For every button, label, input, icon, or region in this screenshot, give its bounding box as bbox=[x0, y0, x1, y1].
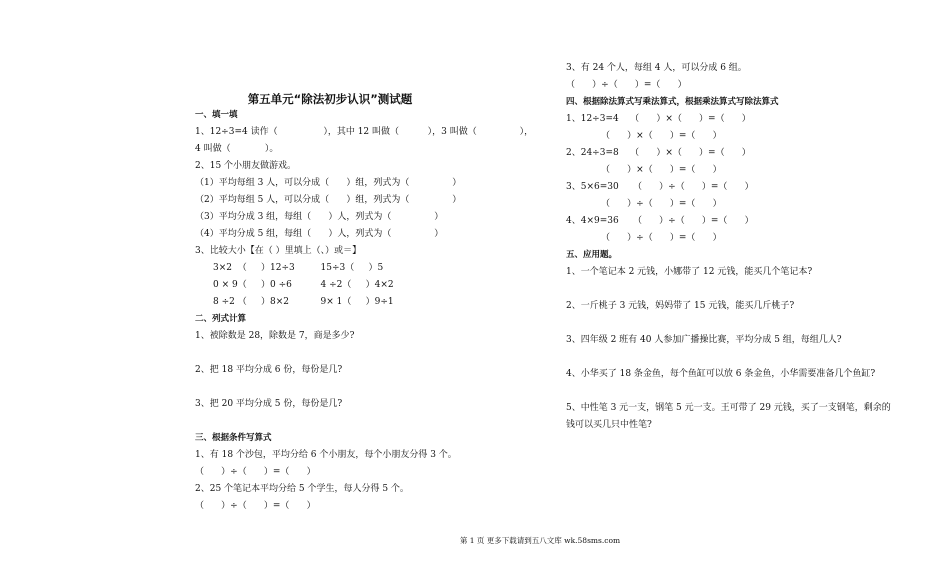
section-heading-fill-in: 一、填一填 bbox=[195, 110, 238, 120]
question-line: 3、比较大小【在（ ）里填上（、）或＝】 bbox=[195, 246, 362, 256]
section-heading-convert: 四、根据除法算式写乘法算式，根据乘法算式写除法算式 bbox=[566, 97, 779, 107]
question-line: 1、12÷3=4 读作（ ），其中 12 叫做（ ），3 叫做（ ）， bbox=[195, 127, 534, 137]
question-line: （2）平均每组 5 人，可以分成（ ）组，列式为（ ） bbox=[195, 195, 462, 205]
question-line: （4）平均分成 5 组，每组（ ）人，列式为（ ） bbox=[195, 229, 444, 239]
question-line: 2、15 个小朋友做游戏。 bbox=[195, 161, 297, 171]
page-footer: 第 1 页 更多下载请到五八文库 wk.58sms.com bbox=[459, 536, 621, 545]
section-heading-write-expression: 三、根据条件写算式 bbox=[195, 433, 272, 443]
question-line: 3、5×6=30 （ ）÷（ ）=（ ） bbox=[566, 182, 754, 192]
right-column bbox=[566, 63, 896, 431]
question-line: 1、有 18 个沙包，平均分给 6 个小朋友，每个小朋友分得 3 个。 bbox=[195, 450, 457, 460]
answer-line: （ ）×（ ）=（ ） bbox=[601, 165, 722, 175]
question-line: 钱可以买几只中性笔? bbox=[566, 420, 652, 430]
question-line: 1、一个笔记本 2 元钱，小娜带了 12 元钱，能买几个笔记本? bbox=[566, 267, 813, 277]
section-heading-word-problems: 五、应用题。 bbox=[566, 250, 618, 260]
answer-line: （ ）÷（ ）=（ ） bbox=[195, 501, 316, 511]
compare-line: 0 × 9（ ）0 ÷6 4 ÷2（ ）4×2 bbox=[213, 280, 394, 290]
answer-line: （ ）÷（ ）=（ ） bbox=[566, 80, 687, 90]
question-line: 2、24÷3=8 （ ）×（ ）=（ ） bbox=[566, 148, 751, 158]
question-line: 5、中性笔 3 元一支，钢笔 5 元一支。王可带了 29 元钱，买了一支钢笔，剩余的 bbox=[566, 403, 891, 413]
answer-line: （ ）÷（ ）=（ ） bbox=[195, 467, 316, 477]
answer-line: （ ）÷（ ）=（ ） bbox=[601, 233, 722, 243]
left-column bbox=[195, 92, 535, 512]
question-line: 1、12÷3=4 （ ）×（ ）=（ ） bbox=[566, 114, 751, 124]
question-line: 2、25 个笔记本平均分给 5 个学生，每人分得 5 个。 bbox=[195, 484, 409, 494]
question-line: 2、一斤桃子 3 元钱，妈妈带了 15 元钱，能买几斤桃子? bbox=[566, 301, 795, 311]
question-line: （3）平均分成 3 组，每组（ ）人，列式为（ ） bbox=[195, 212, 444, 222]
section-heading-calc: 二、列式计算 bbox=[195, 314, 247, 324]
question-line: 1、被除数是 28，除数是 7，商是多少? bbox=[195, 331, 355, 341]
compare-line: 8 ÷2 （ ）8×2 9× 1（ ）9÷1 bbox=[213, 297, 394, 307]
question-line: 4 叫做（ ）。 bbox=[195, 144, 279, 154]
question-line: 2、把 18 平均分成 6 份，每份是几? bbox=[195, 365, 343, 375]
question-line: 3、把 20 平均分成 5 份，每份是几? bbox=[195, 399, 343, 409]
compare-line: 3×2 （ ）12÷3 15÷3（ ）5 bbox=[213, 263, 384, 273]
page-title: 第五单元“除法初步认识”测试题 bbox=[247, 92, 413, 106]
answer-line: （ ）÷（ ）=（ ） bbox=[601, 199, 722, 209]
question-line: 4、4×9=36 （ ）÷（ ）=（ ） bbox=[566, 216, 754, 226]
question-line: （1）平均每组 3 人，可以分成（ ）组，列式为（ ） bbox=[195, 178, 462, 188]
answer-line: （ ）×（ ）=（ ） bbox=[601, 131, 722, 141]
question-line: 3、有 24 个人，每组 4 人，可以分成 6 组。 bbox=[566, 63, 747, 73]
question-line: 4、小华买了 18 条金鱼，每个鱼缸可以放 6 条金鱼，小华需要准备几个鱼缸? bbox=[566, 369, 876, 379]
question-line: 3、四年级 2 班有 40 人参加广播操比赛，平均分成 5 组，每组几人? bbox=[566, 335, 842, 345]
